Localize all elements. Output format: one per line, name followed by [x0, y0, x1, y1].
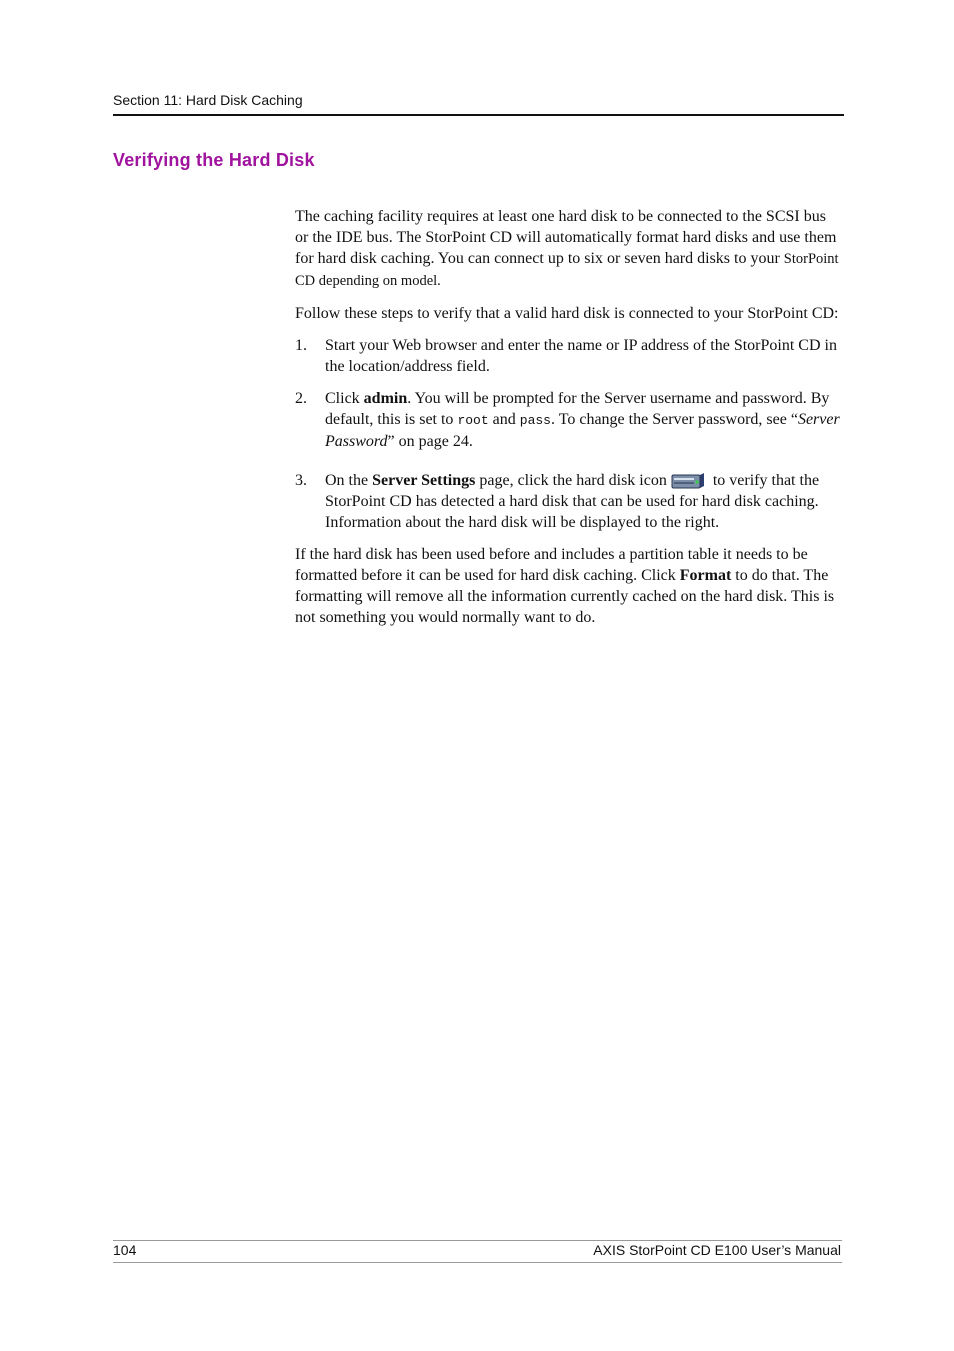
paragraph-text: If the hard disk has been used before and includes a partition table it needs to be formatted before it can be used for hard disk caching. Click: [295, 546, 808, 584]
running-header: Section 11: Hard Disk Caching: [113, 92, 303, 108]
body-text: [295, 206, 840, 639]
step-text: page, click the hard disk icon: [475, 472, 667, 489]
step-2: [295, 388, 840, 452]
footer-rule-bottom: [113, 1262, 842, 1263]
intro-text: The caching facility requires at least one hard disk to be connected to the SCSI bus or the IDE bus. The StorPoint CD will automatically format hard disks and use them for hard disk caching. You can connect up to six or seven hard disks to your: [295, 208, 837, 267]
hard-disk-icon: [671, 472, 705, 489]
format-paragraph: [295, 544, 840, 628]
section-title: Verifying the Hard Disk: [113, 150, 315, 170]
paragraph-text: to do that. The formatting will remove all the information currently cached on the hard disk. This is not something you would normally want to do.: [295, 567, 835, 626]
cross-reference: Server Password: [325, 411, 840, 450]
step-number: 3.: [295, 472, 307, 489]
step-text: to verify that the StorPoint CD has detected a hard disk that can be used for hard disk caching. Information about the hard disk will be displayed to the right.: [325, 472, 820, 531]
step-text: Click: [325, 390, 364, 407]
step-3: [295, 470, 840, 533]
server-settings-label: Server Settings: [372, 472, 476, 489]
header-rule: [113, 114, 844, 116]
step-text: and: [488, 411, 520, 428]
steps-intro: Follow these steps to verify that a valid hard disk is connected to your StorPoint CD:: [295, 305, 839, 322]
footer-rule-top: [113, 1240, 842, 1241]
default-username: root: [457, 413, 489, 428]
format-label: Format: [679, 567, 732, 584]
admin-link-label: admin: [363, 390, 408, 407]
intro-text-small: StorPoint CD depending on model.: [295, 251, 839, 289]
step-text: Start your Web browser and enter the name or IP address of the StorPoint CD in the location/address field.: [325, 337, 837, 375]
step-text: On the: [325, 472, 373, 489]
manual-title: AXIS StorPoint CD E100 User’s Manual: [593, 1242, 841, 1258]
step-number: 1.: [295, 337, 307, 354]
step-text: . You will be prompted for the Server username and password. By default, this is set to: [325, 390, 830, 428]
step-text: . To change the Server password, see “: [550, 411, 798, 428]
step-text: ” on page 24.: [387, 433, 473, 450]
steps-list: [295, 335, 840, 533]
step-1: [295, 335, 840, 377]
intro-paragraph: [295, 206, 840, 292]
step-number: 2.: [295, 390, 307, 407]
default-password: pass: [519, 413, 551, 428]
page-number: 104: [113, 1242, 137, 1258]
